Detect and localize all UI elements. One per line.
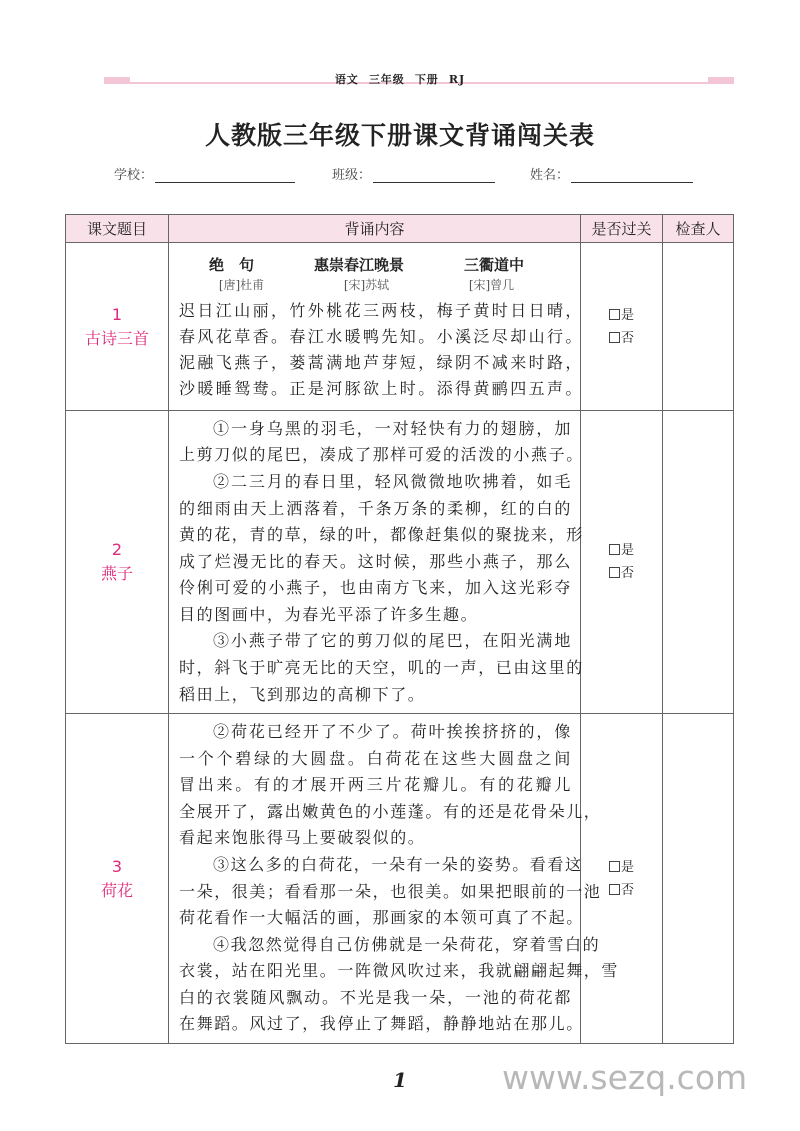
checkbox-no[interactable] [609,567,620,578]
text-line: 成了烂漫无比的春天。这时候，那些小燕子，那么 [179,551,572,571]
text-line: ②二三月的春日里，轻风微微地吹拂着，如毛 [213,471,572,491]
poem-title: 绝 句 [208,255,254,274]
page-number: 1 [393,1068,407,1092]
checkbox-yes[interactable] [609,544,620,555]
name-field[interactable] [530,164,693,183]
pass-no-option[interactable] [581,327,662,350]
text-line: ②荷花已经开了不少了。荷叶挨挨挤挤的，像 [213,721,572,741]
checkbox-yes[interactable] [609,861,620,872]
checker-cell[interactable] [663,243,734,411]
poem-titles [179,252,572,276]
checkbox-no[interactable] [609,332,620,343]
running-header [0,71,800,87]
text-line: 冒出来。有的才展开两三片花瓣儿。有的花瓣儿 [179,775,572,795]
volume: 下册 [414,73,439,86]
table-row [66,243,734,411]
poem-title: 惠崇春江晚景 [313,255,404,274]
poem-author: [唐]杜甫 [218,277,265,292]
text-line: ③小燕子带了它的剪刀似的尾巴，在阳光满地 [213,631,572,651]
checker-cell[interactable] [663,714,734,1044]
lesson-cell [66,714,169,1044]
col-header-lesson: 课文题目 [66,215,169,243]
no-label: 否 [620,330,634,346]
grade: 三年级 [368,73,405,86]
pass-cell [581,243,663,411]
school-field[interactable] [114,164,295,183]
pass-yes-option[interactable] [581,539,662,562]
recitation-table [65,214,734,1044]
col-header-checker: 检查人 [663,215,734,243]
school-label: 学校： [114,168,154,183]
lesson-number: 2 [111,540,123,559]
lesson-number: 1 [111,304,123,324]
lesson-cell [66,411,169,714]
lesson-title: 燕子 [100,564,133,583]
pass-cell [581,714,663,1044]
yes-label: 是 [620,543,634,558]
class-label: 班级： [332,168,372,183]
poem-line: 春风花草香。春江水暖鸭先知。小溪泛尽却山行。 [179,326,584,346]
checker-cell[interactable] [663,411,734,714]
school-blank[interactable] [155,169,295,183]
no-label: 否 [620,566,634,581]
poem-line: 迟日江山丽，竹外桃花三两枝，梅子黄时日日晴， [179,300,584,320]
pass-no-option[interactable] [581,562,662,585]
col-header-pass: 是否过关 [581,215,663,243]
text-line: 白的衣裳随风飘动。不光是我一朵，一池的荷花都 [179,987,572,1007]
no-label: 否 [620,882,634,898]
class-field[interactable] [332,164,495,183]
text-line: ①一身乌黑的羽毛，一对轻快有力的翅膀，加 [213,418,572,438]
text-line: 在舞蹈。风过了，我停止了舞蹈，静静地站在那儿。 [179,1014,584,1034]
text-line: 目的图画中，为春光平添了许多生趣。 [179,604,479,624]
text-line: 一朵，很美；看看那一朵，也很美。如果把眼前的一池 [179,881,602,901]
lesson-title: 荷花 [100,880,133,900]
text-line: 黄的花，青的草，绿的叶，都像赶集似的聚拢来，形 [179,525,584,545]
text-line: 时，斜飞于旷亮无比的天空，叽的一声，已由这里的 [179,658,584,678]
recitation-content [169,714,620,1044]
text-line: ③这么多的白荷花，一朵有一朵的姿势。看看这 [213,854,583,874]
text-line: 稻田上，飞到那边的高柳下了。 [179,684,426,704]
page-title: 人教版三年级下册课文背诵闯关表 [204,121,595,150]
poem-author: [宋]苏轼 [343,277,390,292]
col-header-content: 背诵内容 [169,215,581,243]
subject: 语文 [334,73,359,86]
text-line: 全展开了，露出嫩黄色的小莲蓬。有的还是花骨朵儿， [179,801,602,821]
name-label: 姓名： [530,168,570,183]
table-row [66,411,734,714]
poem-authors [179,276,572,298]
pass-cell [581,411,663,714]
poem-author: [宋]曾几 [468,277,515,292]
text-line: 看起来饱胀得马上要破裂似的。 [179,828,426,848]
watermark: www.sezq.com [502,1058,748,1097]
text-line: 一个个碧绿的大圆盘。白荷花在这些大圆盘之间 [179,748,572,768]
recitation-content [169,411,584,714]
poem-line: 泥融飞燕子，蒌蒿满地芦芽短，绿阴不减来时路， [179,352,584,372]
text-line: 伶俐可爱的小燕子，也由南方飞来，加入这光彩夺 [179,578,572,598]
lesson-title: 古诗三首 [84,328,149,348]
text-line: 荷花看作一大幅活的画，那画家的本领可真了不起。 [179,908,584,928]
name-blank[interactable] [571,169,693,183]
poem-title: 三衢道中 [463,255,524,274]
text-line: 衣裳，站在阳光里。一阵微风吹过来，我就翩翩起舞，雪 [179,961,620,981]
pass-yes-option[interactable] [581,304,662,327]
poem-line: 沙暖睡鸳鸯。正是河豚欲上时。添得黄鹂四五声。 [179,378,584,398]
checkbox-no[interactable] [609,884,620,895]
lesson-number: 3 [111,856,123,876]
recitation-content [169,243,584,411]
class-blank[interactable] [373,169,495,183]
yes-label: 是 [620,859,634,875]
yes-label: 是 [620,307,634,323]
table-row [66,714,734,1044]
lesson-cell [66,243,169,411]
checkbox-yes[interactable] [609,309,620,320]
text-line: 的细雨由天上洒落着，千条万条的柔柳，红的白的 [179,498,572,518]
edition: RJ [448,73,466,86]
text-line: ④我忽然觉得自己仿佛就是一朵荷花，穿着雪白的 [213,934,601,954]
pass-yes-option[interactable] [581,856,662,879]
text-line: 上剪刀似的尾巴，凑成了那样可爱的活泼的小燕子。 [179,445,584,465]
